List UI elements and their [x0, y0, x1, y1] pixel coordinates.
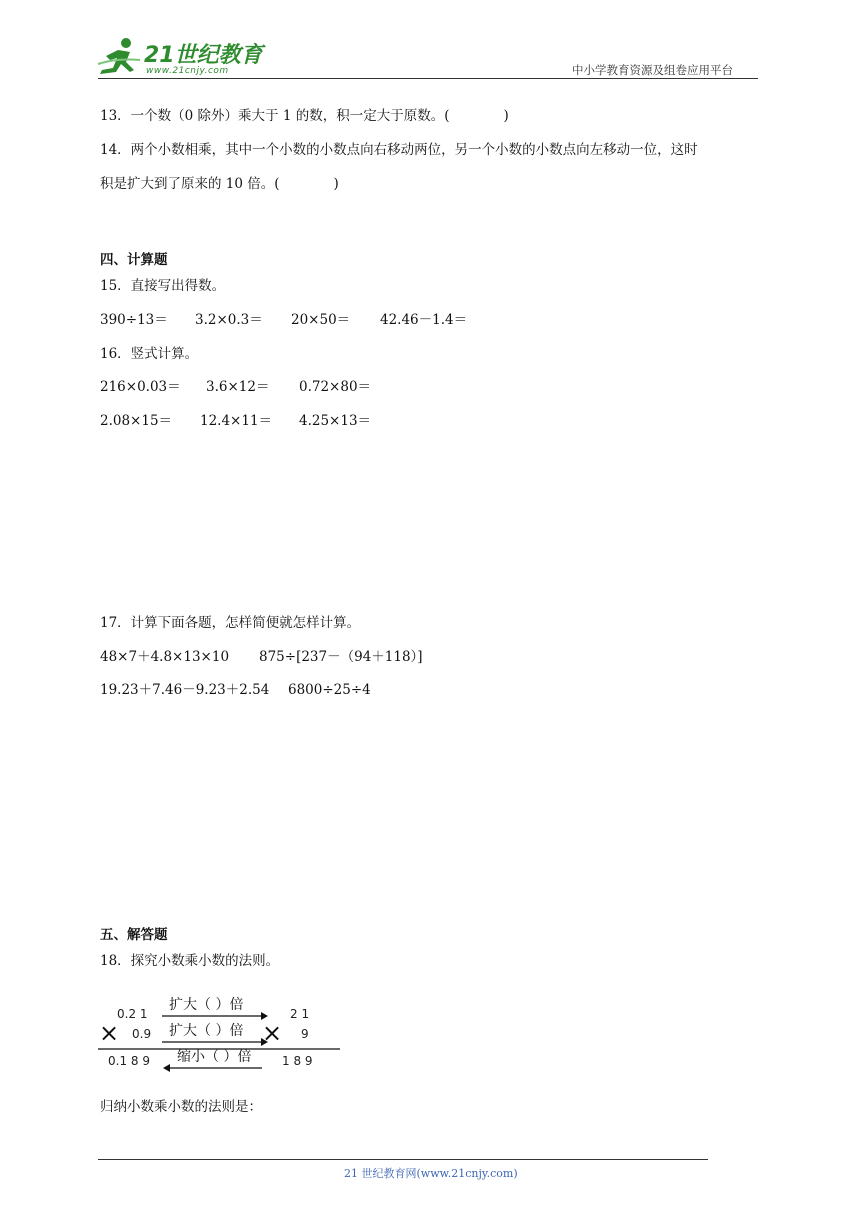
arrow-label-1: 扩大（ ）倍: [169, 997, 244, 1013]
q15-item-3: 20×50＝: [291, 312, 351, 328]
runner-logo-icon: [96, 36, 142, 78]
question-14-line1: 14．两个小数相乘，其中一个小数的小数点向右移动两位，另一个小数的小数点向左移动一位，这时: [100, 142, 698, 158]
q16-item-3: 0.72×80＝: [299, 379, 372, 395]
footer-text: 21 世纪教育网(www.21cnjy.com): [344, 1167, 518, 1180]
left-factor-2: 0.9: [132, 1027, 152, 1041]
q18-summary: 归纳小数乘小数的法则是：: [100, 1099, 262, 1115]
left-times-symbol: ×: [99, 1019, 120, 1047]
question-17-prompt: 17．计算下面各题，怎样简便就怎样计算。: [100, 615, 361, 631]
question-13: 13．一个数（0 除外）乘大于 1 的数，积一定大于原数。( ): [100, 108, 509, 124]
question-14-line2: 积是扩大到了原来的 10 倍。( ): [100, 176, 339, 192]
logo-text: 21世纪教育: [144, 43, 263, 68]
q16-item-1: 216×0.03＝: [100, 379, 181, 395]
q16-item-4: 2.08×15＝: [100, 413, 173, 429]
section-5-title: 五、解答题: [100, 927, 168, 943]
q17-item-1: 48×7＋4.8×13×10: [100, 649, 230, 665]
section-4-title: 四、计算题: [100, 252, 168, 268]
left-product: 0.1 8 9: [108, 1054, 150, 1068]
q17-item-2: 875÷[237－（94＋118）]: [259, 649, 423, 665]
question-18-prompt: 18．探究小数乘小数的法则。: [100, 953, 280, 969]
q16-item-2: 3.6×12＝: [206, 379, 270, 395]
question-16-prompt: 16．竖式计算。: [100, 346, 199, 362]
footer-divider: [98, 1159, 708, 1160]
right-times-symbol: ×: [262, 1019, 283, 1047]
right-product: 1 8 9: [282, 1054, 313, 1068]
q15-item-2: 3.2×0.3＝: [195, 312, 263, 328]
site-logo: [96, 36, 266, 80]
q15-item-1: 390÷13＝: [100, 312, 168, 328]
arrow-label-2: 扩大（ ）倍: [169, 1023, 244, 1039]
right-factor-1: 2 1: [290, 1007, 310, 1021]
q17-item-4: 6800÷25÷4: [288, 682, 371, 698]
q17-item-3: 19.23＋7.46－9.23＋2.54: [100, 682, 270, 698]
decimal-multiplication-diagram: [96, 988, 344, 1074]
question-15-prompt: 15．直接写出得数。: [100, 278, 226, 294]
arrow-label-3: 缩小（ ）倍: [177, 1049, 252, 1065]
logo-url: www.21cnjy.com: [146, 66, 229, 76]
right-factor-2: 9: [301, 1027, 309, 1041]
q16-item-6: 4.25×13＝: [299, 413, 372, 429]
q16-item-5: 12.4×11＝: [200, 413, 273, 429]
header-divider: [98, 78, 758, 79]
header-platform-text: 中小学教育资源及组卷应用平台: [572, 63, 733, 77]
left-factor-1: 0.2 1: [117, 1007, 148, 1021]
q15-item-4: 42.46－1.4＝: [380, 312, 468, 328]
